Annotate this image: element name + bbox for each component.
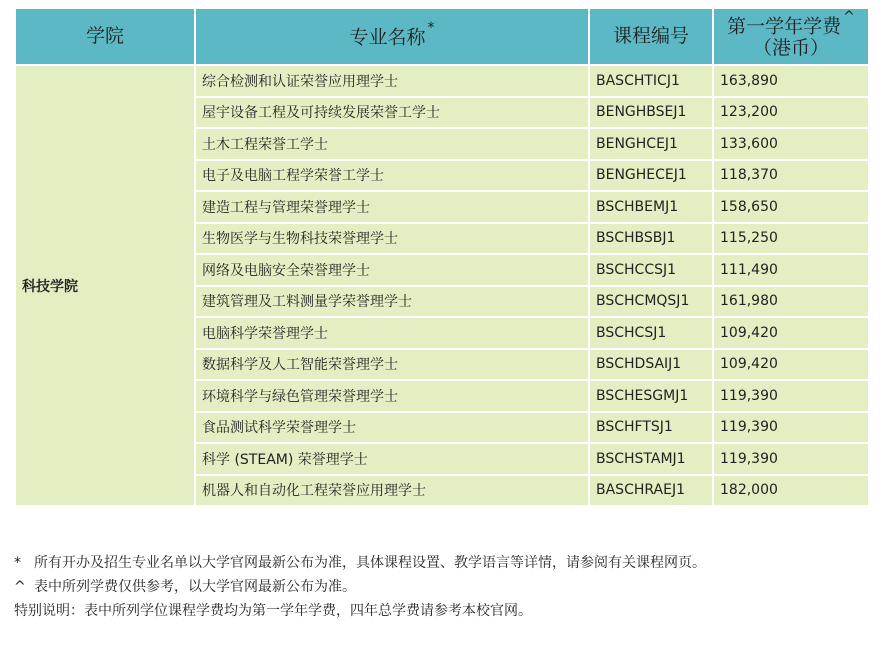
fee-cell: 119,390: [714, 413, 868, 443]
footnote: * 所有开办及招生专业名单以大学官网最新公布为准，具体课程设置、教学语言等详情，请参阅有关课程网页。: [14, 555, 706, 571]
code-cell: BSCHFTSJ1: [590, 413, 712, 443]
program-cell: 机器人和自动化工程荣誉应用理学士: [196, 476, 588, 506]
program-cell: 电子及电脑工程学荣誉工学士: [196, 161, 588, 191]
fee-cell: 123,200: [714, 98, 868, 128]
fee-table-container: [14, 7, 870, 507]
fee-cell: 109,420: [714, 350, 868, 380]
program-cell: 环境科学与绿色管理荣誉理学士: [196, 381, 588, 411]
header-program: 专业名称 *: [196, 9, 588, 64]
footnotes: [14, 551, 874, 623]
program-cell: 数据科学及人工智能荣誉理学士: [196, 350, 588, 380]
program-cell: 科学 (STEAM) 荣誉理学士: [196, 444, 588, 474]
fee-cell: 118,370: [714, 161, 868, 191]
header-school: 学院: [16, 9, 194, 64]
table-header-row: [16, 9, 868, 64]
fee-cell: 182,000: [714, 476, 868, 506]
footnote: ^ 表中所列学费仅供参考，以大学官网最新公布为准。: [14, 579, 356, 595]
code-cell: BSCHSTAMJ1: [590, 444, 712, 474]
code-cell: BENGHCEJ1: [590, 129, 712, 159]
code-cell: BASCHTICJ1: [590, 66, 712, 96]
program-cell: 综合检测和认证荣誉应用理学士: [196, 66, 588, 96]
footnote: 特别说明：表中所列学位课程学费均为第一学年学费，四年总学费请参考本校官网。: [14, 603, 532, 619]
program-cell: 网络及电脑安全荣誉理学士: [196, 255, 588, 285]
code-cell: BASCHRAEJ1: [590, 476, 712, 506]
program-cell: 建造工程与管理荣誉理学士: [196, 192, 588, 222]
fee-table: [14, 7, 870, 507]
code-cell: BSCHCMQSJ1: [590, 287, 712, 317]
code-cell: BSCHCSJ1: [590, 318, 712, 348]
code-cell: BSCHBSBJ1: [590, 224, 712, 254]
code-cell: BENGHECEJ1: [590, 161, 712, 191]
fee-cell: 119,390: [714, 444, 868, 474]
fee-cell: 163,890: [714, 66, 868, 96]
fee-cell: 133,600: [714, 129, 868, 159]
program-cell: 电脑科学荣誉理学士: [196, 318, 588, 348]
fee-cell: 158,650: [714, 192, 868, 222]
code-cell: BSCHCCSJ1: [590, 255, 712, 285]
program-footnote-mark: *: [427, 19, 435, 36]
fee-cell: 161,980: [714, 287, 868, 317]
code-cell: BSCHESGMJ1: [590, 381, 712, 411]
code-cell: BSCHDSAIJ1: [590, 350, 712, 380]
fee-cell: 119,390: [714, 381, 868, 411]
fee-cell: 111,490: [714, 255, 868, 285]
fee-cell: 109,420: [714, 318, 868, 348]
program-cell: 食品测试科学荣誉理学士: [196, 413, 588, 443]
school-cell: 科技学院: [16, 66, 194, 505]
table-row: [16, 66, 868, 96]
code-cell: BSCHBEMJ1: [590, 192, 712, 222]
fee-cell: 115,250: [714, 224, 868, 254]
code-cell: BENGHBSEJ1: [590, 98, 712, 128]
program-cell: 土木工程荣誉工学士: [196, 129, 588, 159]
fee-footnote-mark: ^: [843, 8, 855, 25]
header-fee: 第一学年学费 ^ （港币）: [714, 9, 868, 64]
program-cell: 建筑管理及工料测量学荣誉理学士: [196, 287, 588, 317]
program-cell: 生物医学与生物科技荣誉理学士: [196, 224, 588, 254]
header-code: 课程编号: [590, 9, 712, 64]
program-cell: 屋宇设备工程及可持续发展荣誉工学士: [196, 98, 588, 128]
